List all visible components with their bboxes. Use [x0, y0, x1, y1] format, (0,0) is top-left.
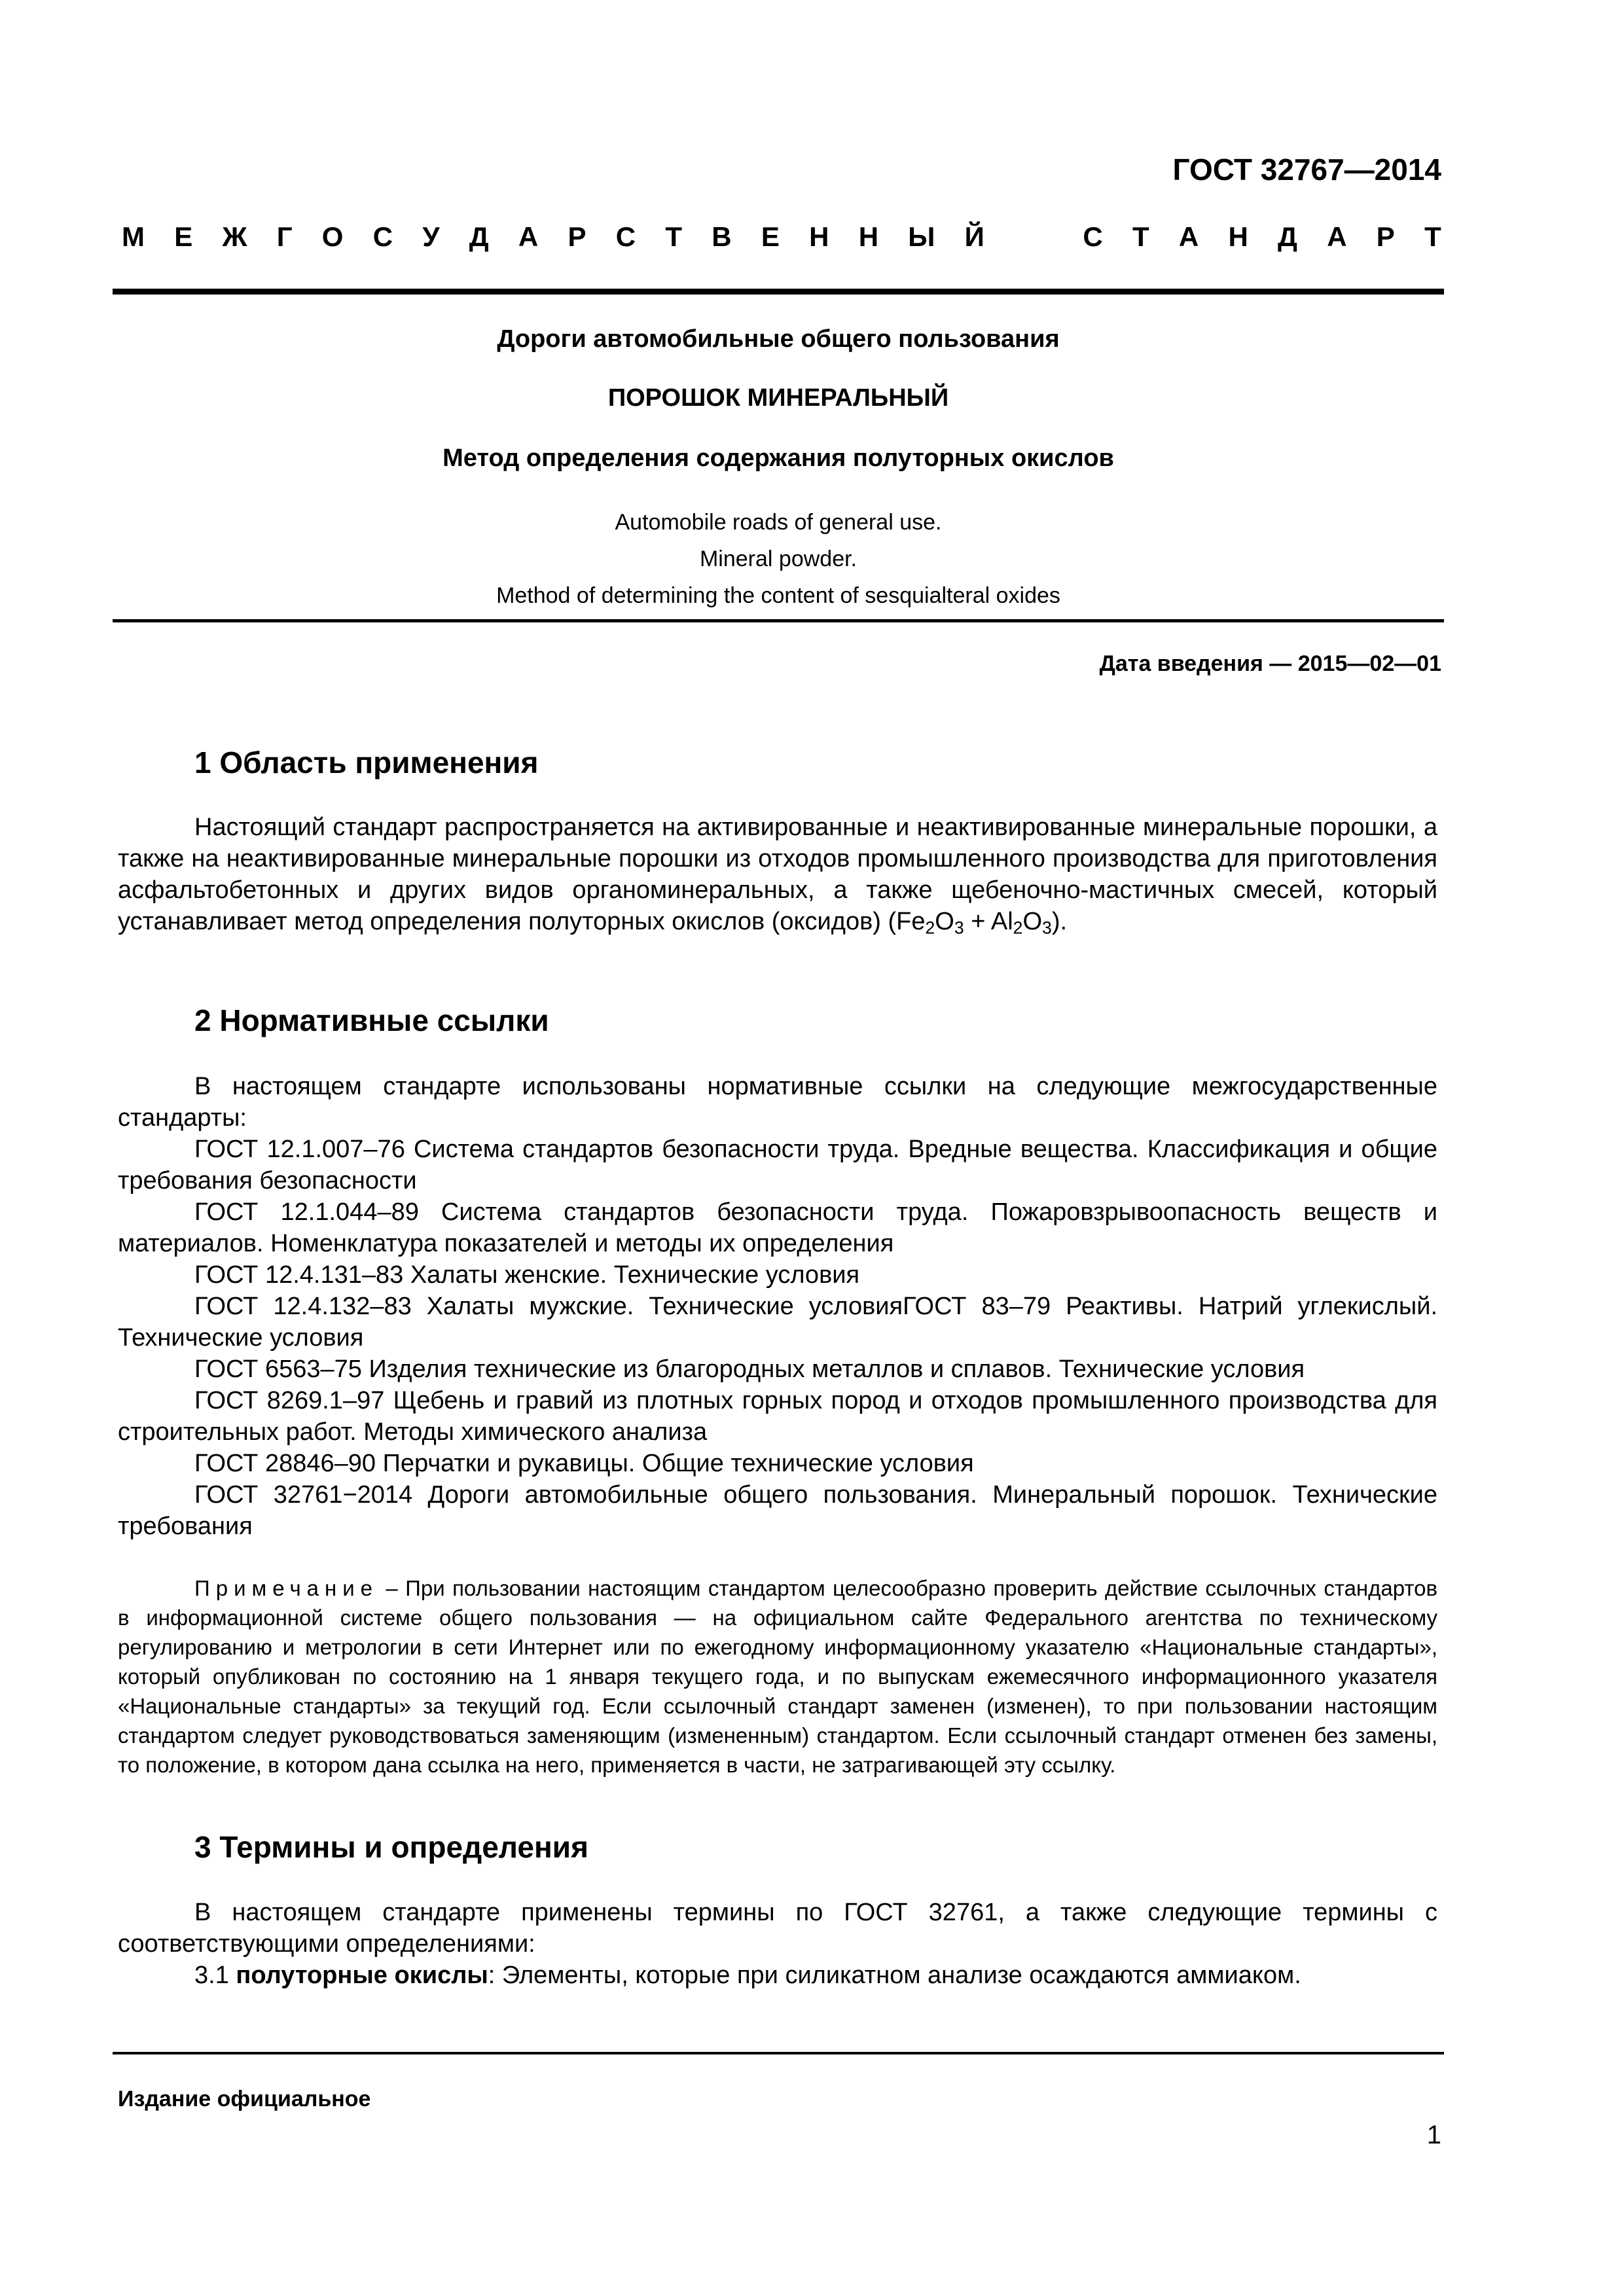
banner-letter: Н: [858, 221, 879, 252]
banner-letter: В: [712, 221, 732, 252]
section-2-body: [118, 1071, 1437, 1542]
section-3-heading: 3 Термины и определения: [194, 1830, 588, 1864]
banner-letter: Р: [568, 221, 586, 252]
banner-letter: Д: [469, 221, 489, 252]
section-2-heading: 2 Нормативные ссылки: [194, 1003, 549, 1037]
banner-letter: Т: [665, 221, 682, 252]
section-1-body: [118, 812, 1437, 937]
note-label: Примечание: [194, 1576, 379, 1600]
reference-item: ГОСТ 12.4.131–83 Халаты женские. Технические условия: [194, 1261, 860, 1289]
section-1-heading: 1 Область применения: [194, 745, 539, 780]
banner-letter: С: [1083, 221, 1103, 252]
introduction-date: Дата введения — 2015—02—01: [1099, 651, 1441, 676]
document-code: ГОСТ 32767—2014: [1172, 152, 1441, 187]
page-number: 1: [1426, 2121, 1441, 2149]
reference-item: ГОСТ 12.1.044–89 Система стандартов безопасности труда. Пожаровзрывоопасность веществ и материалов. Номенклатура показателей и методы их определения: [118, 1198, 1437, 1257]
banner-letter: А: [1327, 221, 1347, 252]
banner-letter: С: [372, 221, 393, 252]
banner-letter: А: [1178, 221, 1199, 252]
interstate-standard-banner: [122, 221, 1441, 253]
reference-item: ГОСТ 32761−2014 Дороги автомобильные общего пользования. Минеральный порошок. Технические требования: [118, 1481, 1437, 1540]
banner-letter: Т: [1424, 221, 1441, 252]
banner-letter: Г: [276, 221, 293, 252]
english-title-line-3: Method of determining the content of sesquialteral oxides: [496, 583, 1060, 608]
banner-letter: М: [122, 221, 145, 252]
title-line-3: Метод определения содержания полуторных окислов: [442, 444, 1114, 472]
english-title-line-1: Automobile roads of general use.: [615, 510, 942, 535]
references-note: [118, 1573, 1437, 1780]
references-intro: В настоящем стандарте использованы нормативные ссылки на следующие межгосударственные стандарты:: [118, 1073, 1437, 1132]
banner-letter: Р: [1376, 221, 1395, 252]
term-name: полуторные окислы: [236, 1962, 488, 1989]
banner-letter: Т: [1132, 221, 1149, 252]
reference-item: ГОСТ 8269.1–97 Щебень и гравий из плотных горных пород и отходов промышленного производства для строительных работ. Методы химического анализа: [118, 1387, 1437, 1446]
english-title-line-2: Mineral powder.: [699, 547, 857, 571]
banner-letter: Й: [964, 221, 984, 252]
title-line-1: Дороги автомобильные общего пользования: [497, 325, 1060, 353]
banner-letter: О: [321, 221, 344, 252]
terms-intro: В настоящем стандарте применены термины по ГОСТ 32761, а также следующие термины с соответствующими определениями:: [118, 1899, 1437, 1958]
english-title: [113, 504, 1444, 614]
section-3-body: [118, 1897, 1437, 1991]
reference-item: ГОСТ 12.4.132–83 Халаты мужские. Технические условияГОСТ 83–79 Реактивы. Натрий углекислый. Технические условия: [118, 1293, 1437, 1352]
banner-word-gap: [1014, 221, 1053, 253]
banner-letter: Н: [1228, 221, 1248, 252]
banner-letter: Д: [1278, 221, 1297, 252]
reference-item: ГОСТ 6563–75 Изделия технические из благородных металлов и сплавов. Технические условия: [194, 1355, 1305, 1383]
reference-item: ГОСТ 28846–90 Перчатки и рукавицы. Общие технические условия: [194, 1450, 974, 1477]
banner-letter: У: [422, 221, 440, 252]
banner-letter: А: [518, 221, 539, 252]
title-divider: [113, 619, 1444, 622]
banner-letter: Е: [174, 221, 193, 252]
banner-letter: Ж: [222, 221, 247, 252]
banner-letter: Е: [761, 221, 780, 252]
term-definition: 3.1 полуторные окислы: Элементы, которые при силикатном анализе осаждаются аммиаком.: [194, 1962, 1301, 1989]
banner-letter: С: [615, 221, 636, 252]
note-text: – При пользовании настоящим стандартом целесообразно проверить действие ссылочных стандартов в информационной системе общего пользования — на официальном сайте Федерального агентства по техническому регулированию и метрологии в сети Интернет или по ежегодному информационному указателю «Национальные стандарты», который опубликован по состоянию на 1 января текущего года, и по выпускам ежемесячного информационного указателя «Национальные стандарты» за текущий год. Если ссылочный стандарт заменен (изменен), то при пользовании настоящим стандартом следует руководствоваться заменяющим (измененным) стандартом. Если ссылочный стандарт отменен без замены, то положение, в котором дана ссылка на него, применяется в части, не затрагивающей эту ссылку.: [118, 1576, 1438, 1777]
reference-item: ГОСТ 12.1.007–76 Система стандартов безопасности труда. Вредные вещества. Классификация и общие требования безопасности: [118, 1136, 1437, 1194]
scope-paragraph: Настоящий стандарт распространяется на активированные и неактивированные минеральные порошки, а также на неактивированные минеральные порошки из отходов промышленного производства для приготовления асфальтобетонных и других видов органоминеральных, а также щебеночно-мастичных смесей, который устанавливает метод определения полуторных окислов (оксидов) $(Fe_2O_3 + Al_2O_3)$.: [118, 814, 1437, 938]
banner-letter: Н: [809, 221, 829, 252]
header-divider: [113, 289, 1444, 295]
official-edition-label: Издание официальное: [118, 2087, 371, 2111]
footer-divider: [113, 2052, 1444, 2054]
title-line-2: ПОРОШОК МИНЕРАЛЬНЫЙ: [607, 384, 949, 412]
banner-letter: Ы: [908, 221, 935, 252]
